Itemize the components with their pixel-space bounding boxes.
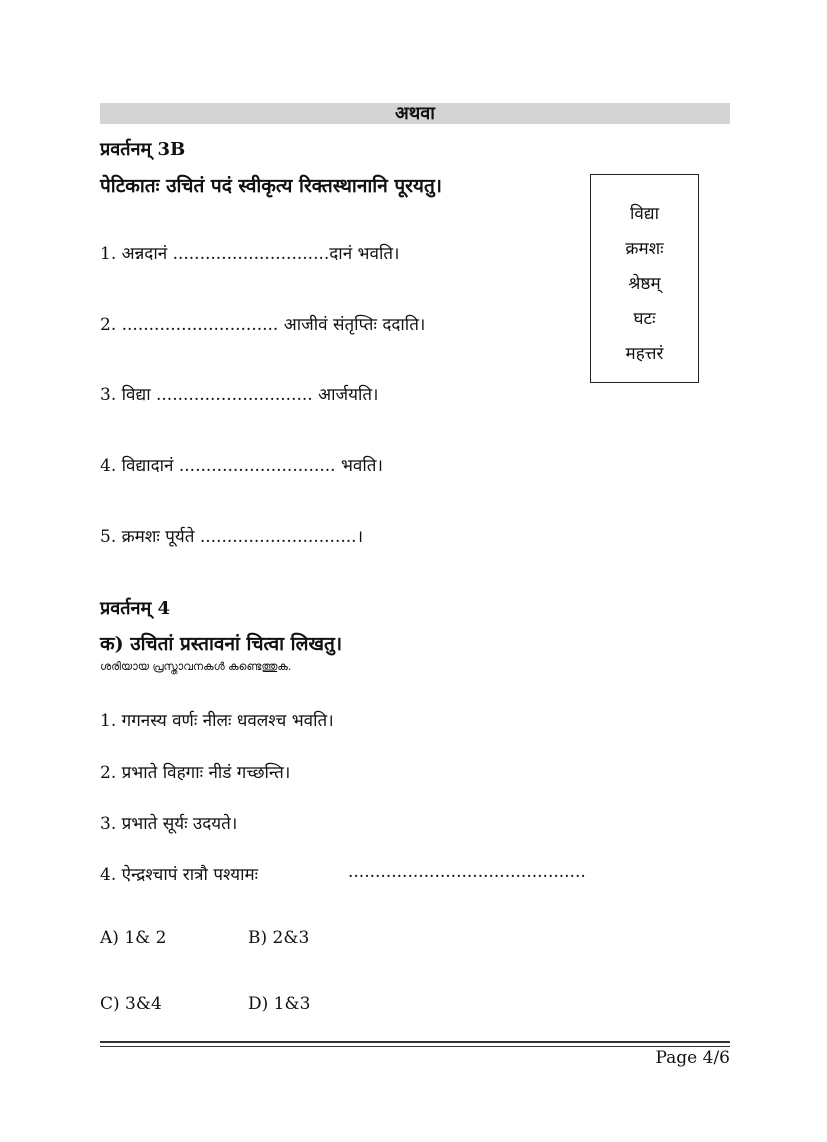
footer-rule xyxy=(100,1041,730,1043)
box-word: घटः xyxy=(633,309,656,329)
statement-4: 4. ऐन्द्रश्चापं रात्रौ पश्यामः xyxy=(100,865,259,885)
section-4-instruction-malayalam: ശരിയായ പ്രസ്താവനകൾ കണ്ടെത്തുക. xyxy=(100,660,292,673)
section-3b-title: प्रवर्तनम् 3B xyxy=(100,139,186,160)
box-word: महत्तरं xyxy=(625,344,664,364)
section-4-instruction: क) उचितां प्रस्तावनां चित्वा लिखतु। xyxy=(100,633,343,655)
box-word: विद्या xyxy=(630,204,659,224)
word-box xyxy=(590,174,699,383)
footer-rule xyxy=(100,1046,730,1047)
statement-3: 3. प्रभाते सूर्यः उदयते। xyxy=(100,814,238,834)
question-2: 2. ............................. आजीवं संतृप्तिः ददाति। xyxy=(100,315,426,335)
option-c: C) 3&4 xyxy=(100,994,162,1014)
statement-2: 2. प्रभाते विहगाः नीडं गच्छन्ति। xyxy=(100,763,291,783)
question-5: 5. क्रमशः पूर्यते .............................। xyxy=(100,527,364,547)
option-a: A) 1& 2 xyxy=(100,928,167,948)
box-word: श्रेष्ठम् xyxy=(628,274,661,294)
section-3b-instruction: पेटिकातः उचितं पदं स्वीकृत्य रिक्तस्थानानि पूरयतु। xyxy=(100,175,442,197)
question-4: 4. विद्यादानं ............................. भवति। xyxy=(100,456,383,476)
or-divider: अथवा xyxy=(100,103,730,124)
statement-1: 1. गगनस्य वर्णः नीलः धवलश्च भवति। xyxy=(100,711,334,731)
box-word: क्रमशः xyxy=(625,239,664,259)
option-d: D) 1&3 xyxy=(248,994,311,1014)
answer-blank: ............................................ xyxy=(348,862,586,882)
question-1: 1. अन्नदानं .............................दानं भवति। xyxy=(100,244,400,264)
option-b: B) 2&3 xyxy=(248,928,310,948)
page-number: Page 4/6 xyxy=(655,1048,730,1068)
section-4-title: प्रवर्तनम् 4 xyxy=(100,598,171,619)
question-3: 3. विद्या ............................. आर्जयति। xyxy=(100,385,379,405)
